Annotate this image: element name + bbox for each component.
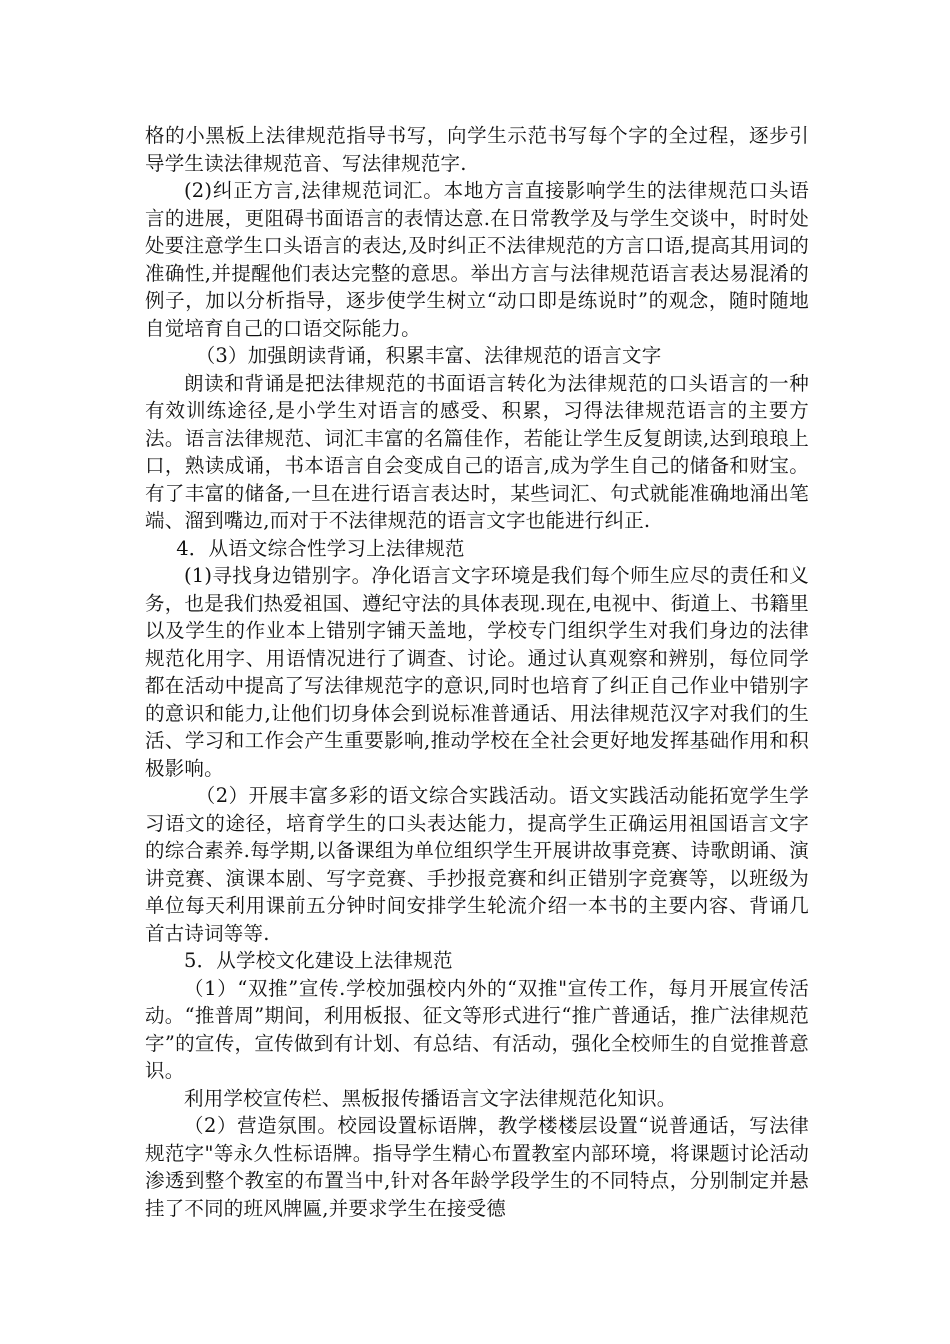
- paragraph-continuation: 格的小黑板上法律规范指导书写，向学生示范书写每个字的全过程，逐步引导学生读法律规范音、写法律规范字.: [145, 124, 809, 175]
- paragraph-dialect-correction: (2)纠正方言,法律规范词汇。本地方言直接影响学生的法律规范口头语言的进展，更阻碍书面语言的表情达意.在日常教学及与学生交谈中，时时处处要注意学生口头语言的表达,及时纠正不法律规范的方言口语,提高其用词的准确性,并提醒他们表达完整的意思。举出方言与法律规范语言表达易混淆的例子，加以分析指导，逐步使学生树立“动口即是练说时”的观念，随时随地自觉培育自己的口语交际能力。: [145, 179, 809, 340]
- section-heading-5: 5．从学校文化建设上法律规范: [184, 949, 453, 972]
- paragraph-heading-reading: （3）加强朗读背诵，积累丰富、法律规范的语言文字: [195, 344, 662, 367]
- paragraph-find-typos: (1)寻找身边错别字。净化语言文字环境是我们每个师生应尽的责任和义务，也是我们热爱祖国、遵纪守法的具体表现.现在,电视中、街道上、书籍里以及学生的作业本上错别字铺天盖地，学校专门组织学生对我们身边的法律规范化用字、用语情况进行了调查、讨论。通过认真观察和辨别，每位同学都在活动中提高了写法律规范字的意识,同时也培育了纠正自己作业中错别字的意识和能力,让他们切身体会到说标准普通话、用法律规范汉字对我们的生活、学习和工作会产生重要影响,推动学校在全社会更好地发挥基础作用和积极影响。: [145, 564, 809, 780]
- paragraph-atmosphere: （2）营造氛围。校园设置标语牌，教学楼楼层设置“说普通话，写法律规范字"等永久性标语牌。指导学生精心布置教室内部环境，将课题讨论活动渗透到整个教室的布置当中,针对各年龄学段学生的不同特点，分别制定并悬挂了不同的班风牌匾,并要求学生在接受德: [145, 1114, 809, 1220]
- paragraph-double-promotion: （1）“双推”宣传.学校加强校内外的“双推"宣传工作，每月开展宣传活动。“推普周”期间，利用板报、征文等形式进行“推广普通话，推广法律规范字”的宣传，宣传做到有计划、有总结、有活动，强化全校师生的自觉推普意识。: [145, 976, 809, 1082]
- paragraph-bulletin-board: 利用学校宣传栏、黑板报传播语言文字法律规范化知识。: [184, 1086, 677, 1110]
- document-body: [145, 122, 809, 1222]
- paragraph-practice-activities: （2）开展丰富多彩的语文综合实践活动。语文实践活动能拓宽学生学习语文的途径，培育学生的口头表达能力，提高学生正确运用祖国语言文字的综合素养.每学期,以备课组为单位组织学生开展讲故事竞赛、诗歌朗诵、演讲竞赛、演课本剧、写字竞赛、手抄报竞赛和纠正错别字竞赛等，以班级为单位每天利用课前五分钟时间安排学生轮流介绍一本书的主要内容、背诵几首古诗词等等.: [145, 784, 809, 945]
- paragraph-reading-recitation: 朗读和背诵是把法律规范的书面语言转化为法律规范的口头语言的一种有效训练途径,是小学生对语言的感受、积累，习得法律规范语言的主要方法。语言法律规范、词汇丰富的名篇佳作，若能让学生反复朗读,达到琅琅上口，熟读成诵，书本语言自会变成自己的语言,成为学生自己的储备和财宝。有了丰富的储备,一旦在进行语言表达时，某些词汇、句式就能准确地涌出笔端、溜到嘴边,而对于不法律规范的语言文字也能进行纠正.: [145, 371, 809, 532]
- section-heading-4: 4．从语文综合性学习上法律规范: [176, 536, 465, 560]
